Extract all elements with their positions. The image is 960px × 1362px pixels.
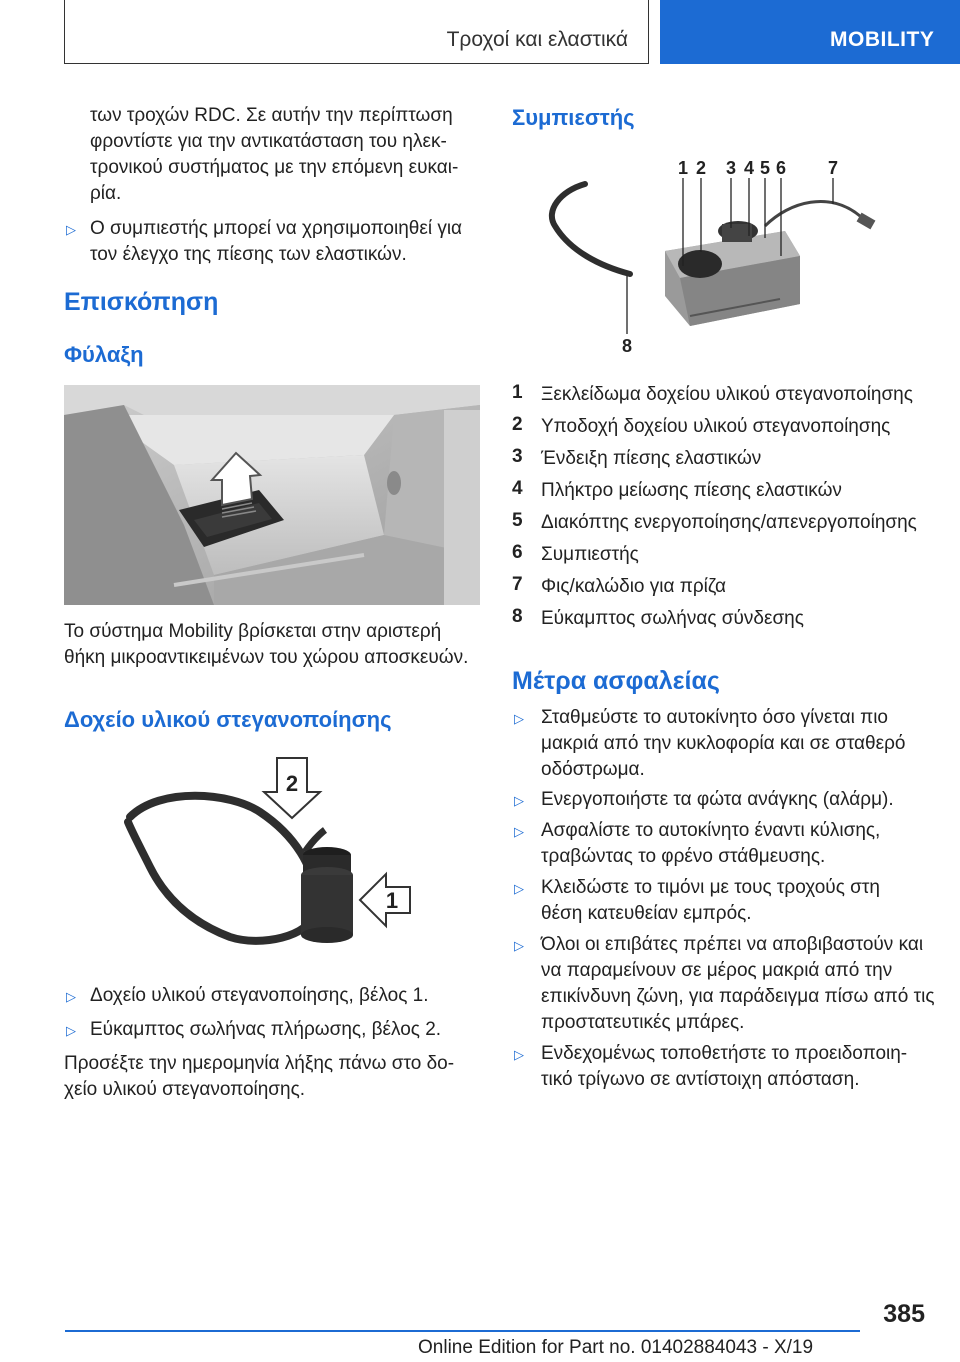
header-chapter-box [64,0,649,64]
legend-text: Φις/καλώδιο για πρίζα [541,576,726,597]
storage-paragraph [64,619,468,671]
legend-number: 8 [512,606,523,627]
trunk-storage-photo [64,385,480,605]
triangle-right-icon: ▷ [514,793,524,808]
text-line: Προσέξτε την ημερομηνία λήξης πάνω στο δο- [64,1053,455,1074]
callout-7: 7 [828,158,839,178]
legend-number: 2 [512,414,523,435]
triangle-right-icon: ▷ [514,938,524,953]
section-tab: MOBILITY [660,0,960,64]
text-line: Κλειδώστε το τιμόνι με τους τροχούς στη [541,877,880,898]
text-line: να παραμείνουν σε μέρος μακριά από την [541,960,893,981]
text-line: επικίνδυνη ζώνη, για παράδειγμα πίσω από τις [541,986,935,1007]
legend-number: 5 [512,510,523,531]
text-line: Ασφαλίστε το αυτοκίνητο έναντι κύλισης, [541,820,881,841]
triangle-right-icon: ▷ [514,824,524,839]
page-number: 385 [883,1300,925,1328]
intro-paragraph [90,103,458,207]
safety-bullet [541,1041,907,1093]
text-line: ρία. [90,183,122,204]
legend-text: Υποδοχή δοχείου υλικού στεγανοποίησης [541,416,891,437]
triangle-right-icon: ▷ [66,1023,76,1038]
safety-bullet [541,705,905,783]
text-line: οδόστρωμα. [541,759,645,780]
text-line: Όλοι οι επιβάτες πρέπει να αποβιβαστούν και [541,934,924,955]
text-line: Το σύστημα Mobility βρίσκεται στην αριστερή [64,621,442,642]
callout-6: 6 [776,158,787,178]
sealant-container-illustration [110,752,420,952]
callout-1: 1 [678,158,689,178]
heading-safety: Μέτρα ασφαλείας [512,667,720,695]
triangle-right-icon: ▷ [514,1047,524,1062]
heading-compressor: Συμπιεστής [512,105,635,130]
text-line: θήκη μικροαντικειμένων του χώρου αποσκευών. [64,647,469,668]
text-line: Ενδεχομένως τοποθετήστε το προειδοποιη- [541,1043,908,1064]
text-line: μακριά από την κυκλοφορία και σε σταθερό [541,733,906,754]
safety-bullet [541,875,880,927]
chapter-title: Τροχοί και ελαστικά [446,28,628,51]
legend-text: Ένδειξη πίεσης ελαστικών [541,448,762,469]
triangle-right-icon: ▷ [66,222,76,237]
compressor-usage-bullet [90,216,462,268]
footer-divider [65,1330,860,1332]
edition-footer: Online Edition for Part no. 01402884043 - X/19 [418,1337,814,1358]
text-line: προστατευτικές μπάρες. [541,1012,745,1033]
triangle-right-icon: ▷ [514,881,524,896]
expiry-paragraph [64,1051,454,1103]
text-line: θέση κατευθείαν εμπρός. [541,903,752,924]
triangle-right-icon: ▷ [514,711,524,726]
callout-3: 3 [726,158,737,178]
legend-text: Πλήκτρο μείωσης πίεσης ελαστικών [541,480,842,501]
text-line: τικό τρίγωνο σε αντίστοιχη απόσταση. [541,1069,860,1090]
compressor-illustration [540,156,885,356]
legend-text: Εύκαμπτος σωλήνας σύνδεσης [541,608,804,629]
legend-number: 7 [512,574,523,595]
callout-8: 8 [622,336,633,356]
safety-bullet [541,787,894,813]
legend-number: 1 [512,382,523,403]
legend-text: Συμπιεστής [541,544,639,565]
callout-4: 4 [744,158,755,178]
text-line: χείο υλικού στεγανοποίησης. [64,1079,306,1100]
legend-text: Διακόπτης ενεργοποίησης/απενεργοποίησης [541,512,917,533]
text-line: των τροχών RDC. Σε αυτήν την περίπτωση [90,105,453,126]
heading-overview: Επισκόπηση [64,288,219,316]
text-line: τον έλεγχο της πίεσης των ελαστικών. [90,244,407,265]
heading-storage: Φύλαξη [64,342,144,367]
container-bullet: Εύκαμπτος σωλήνας πλήρωσης, βέλος 2. [90,1019,442,1040]
safety-bullet [541,818,880,870]
legend-number: 4 [512,478,523,499]
text-line: Ενεργοποιήστε τα φώτα ανάγκης (αλάρμ). [541,789,894,810]
container-bullet: Δοχείο υλικού στεγανοποίησης, βέλος 1. [90,985,429,1006]
heading-sealant-container: Δοχείο υλικού στεγανοποίησης [64,707,392,732]
legend-number: 6 [512,542,523,563]
text-line: τραβώντας το φρένο στάθμευσης. [541,846,826,867]
text-line: τρονικού συστήματος με την επόμενη ευκαι- [90,157,459,178]
legend-number: 3 [512,446,523,467]
callout-2: 2 [285,771,299,796]
safety-bullet [541,932,934,1036]
triangle-right-icon: ▷ [66,989,76,1004]
text-line: φροντίστε για την αντικατάσταση του ηλεκ- [90,131,447,152]
callout-1: 1 [385,888,399,913]
text-line: Σταθμεύστε το αυτοκίνητο όσο γίνεται πιο [541,707,888,728]
callout-5: 5 [760,158,771,178]
legend-text: Ξεκλείδωμα δοχείου υλικού στεγανοποίησης [541,384,913,405]
callout-2: 2 [696,158,707,178]
text-line: Ο συμπιεστής μπορεί να χρησιμοποιηθεί για [90,218,463,239]
